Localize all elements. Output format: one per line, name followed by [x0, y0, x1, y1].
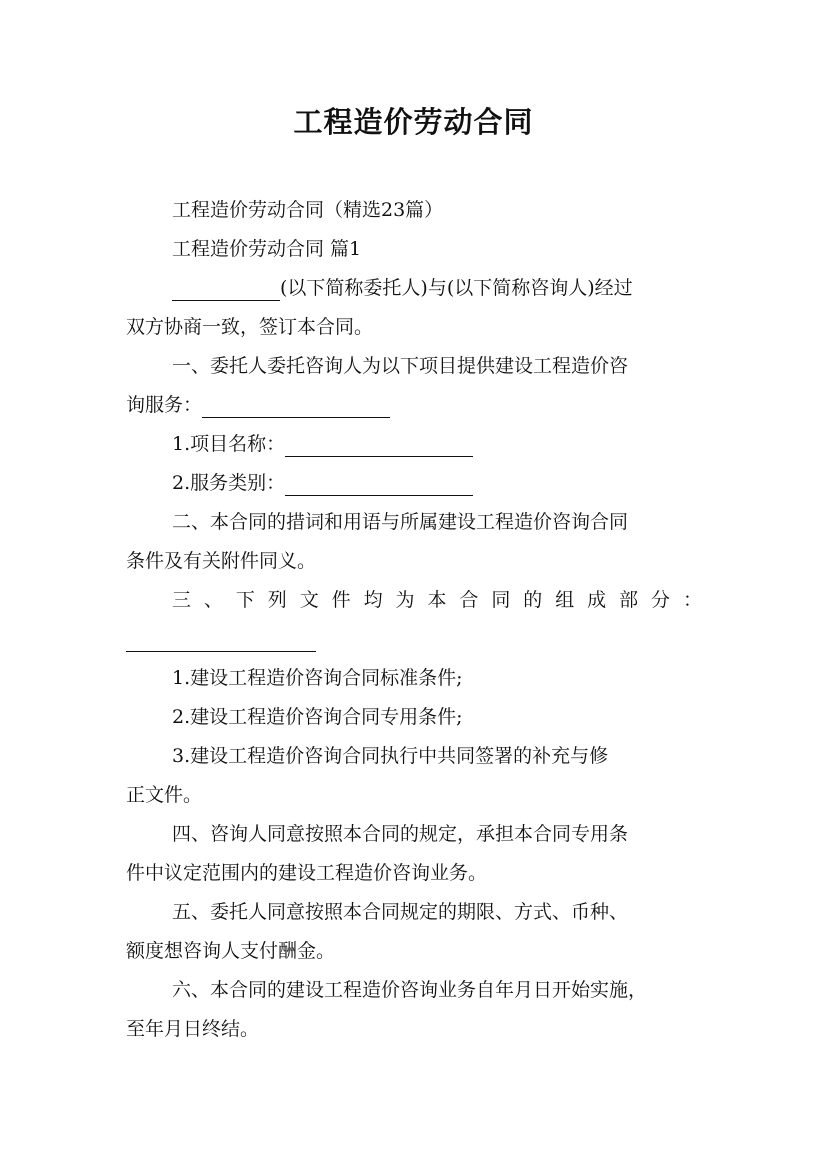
service-type-label: 2.服务类别：	[172, 472, 286, 494]
item-5-line-2: 额度想咨询人支付酬金。	[126, 940, 336, 962]
intro-text: (以下简称委托人)与(以下简称咨询人)经过	[280, 277, 633, 299]
service-type-blank	[285, 471, 473, 496]
service-blank	[202, 393, 390, 418]
item-1-line-2	[126, 386, 702, 425]
item-3-heading: 三、下列文件均为本合同的组成部分：	[172, 589, 702, 611]
document-title: 工程造价劳动合同	[293, 105, 534, 139]
project-name-line	[126, 425, 702, 464]
item-4-line-2: 件中议定范围内的建设工程造价咨询业务。	[126, 862, 488, 884]
item-3-blank-line	[126, 620, 702, 659]
item-6-line-2: 至年月日终结。	[126, 1018, 260, 1040]
service-type-line	[126, 464, 702, 503]
project-name-blank	[285, 432, 473, 457]
item-4-line-1: 四、咨询人同意按照本合同的规定，承担本合同专用条	[172, 823, 629, 845]
item-3-doc-2: 2.建设工程造价咨询合同专用条件;	[172, 706, 463, 728]
document-subtitle: 工程造价劳动合同（精选23篇）	[172, 199, 444, 221]
project-name-label: 1.项目名称：	[172, 433, 286, 455]
intro-line-2: 双方协商一致，签订本合同。	[126, 316, 374, 338]
party-blank	[172, 276, 280, 301]
item-1-label: 询服务：	[126, 394, 203, 416]
item-3-blank	[126, 627, 316, 652]
item-3-doc-3-line-2: 正文件。	[126, 784, 203, 806]
item-3-doc-1: 1.建设工程造价咨询合同标准条件;	[172, 667, 463, 689]
item-1-line-1: 一、委托人委托咨询人为以下项目提供建设工程造价咨	[172, 355, 629, 377]
item-2-line-2: 条件及有关附件同义。	[126, 550, 317, 572]
item-5-line-1: 五、委托人同意按照本合同规定的期限、方式、币种、	[172, 901, 629, 923]
item-2-line-1: 二、本合同的措词和用语与所属建设工程造价咨询合同	[172, 511, 629, 533]
intro-line-1	[126, 269, 702, 308]
item-3-doc-3-line-1: 3.建设工程造价咨询合同执行中共同签署的补充与修	[172, 745, 609, 767]
document-body	[126, 191, 702, 1049]
section-heading: 工程造价劳动合同 篇1	[172, 238, 362, 260]
item-6-line-1: 六、本合同的建设工程造价咨询业务自年月日开始实施，	[172, 979, 648, 1001]
